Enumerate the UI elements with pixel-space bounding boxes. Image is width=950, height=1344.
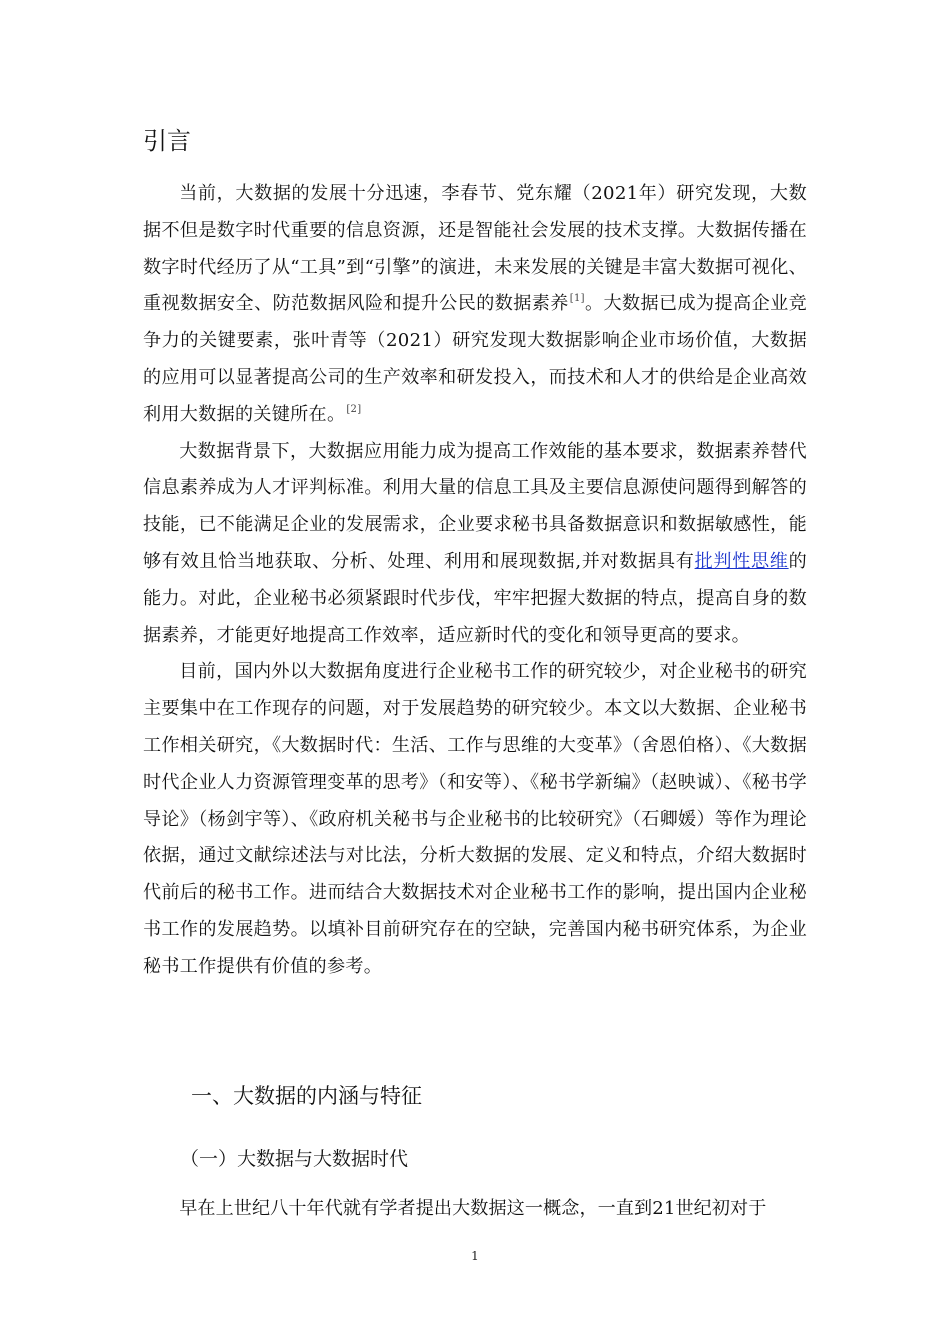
section-1-heading: 一、大数据的内涵与特征 <box>191 1084 422 1108</box>
intro-p2-text-a: 大数据背景下，大数据应用能力成为提高工作效能的基本要求，数据素养替代信息素养成为人才评判标准。利用大量的信息工具及主要信息源使问题得到解答的技能，已不能满足企业的发展需求，企业要求秘书具备数据意识和数据敏感性，能够有效且恰当地获取、分析、处理、利用和展现数据,并对数据具有 <box>143 440 807 572</box>
critical-thinking-link[interactable]: 批判性思维 <box>694 550 789 572</box>
subsection-1-paragraph-1: 早在上世纪八十年代就有学者提出大数据这一概念，一直到21世纪初对于 <box>179 1198 767 1219</box>
citation-ref-2[interactable]: [2] <box>346 403 362 415</box>
subsection-1-heading: （一）大数据与大数据时代 <box>180 1148 409 1170</box>
intro-paragraph-2 <box>143 434 807 655</box>
intro-paragraph-3: 目前，国内外以大数据角度进行企业秘书工作的研究较少，对企业秘书的研究主要集中在工作现存的问题，对于发展趋势的研究较少。本文以大数据、企业秘书工作相关研究，《大数据时代：生活、工作与思维的大变革》（舍恩伯格）、《大数据时代企业人力资源管理变革的思考》（和安等）、《秘书学新编》（赵映诚）、《秘书学导论》（杨剑宇等）、《政府机关秘书与企业秘书的比较研究》（石卿媛）等作为理论依据，通过文献综述法与对比法，分析大数据的发展、定义和特点，介绍大数据时代前后的秘书工作。进而结合大数据技术对企业秘书工作的影响，提出国内企业秘书工作的发展趋势。以填补目前研究存在的空缺，完善国内秘书研究体系，为企业秘书工作提供有价值的参考。 <box>143 661 807 977</box>
intro-paragraph-1 <box>143 176 807 434</box>
intro-title: 引言 <box>143 127 191 155</box>
intro-p2-text-b: 的能力。对此，企业秘书必须紧跟时代步伐，牢牢把握大数据的特点，提高自身的数据素养，才能更好地提高工作效率，适应新时代的变化和领导更高的要求。 <box>143 550 807 646</box>
subsection-1-body <box>143 1191 807 1228</box>
intro-p1-text-b: 。大数据已成为提高企业竞争力的关键要素，张叶青等（2021）研究发现大数据影响企业市场价值，大数据的应用可以显著提高公司的生产效率和研发投入，而技术和人才的供给是企业高效利用大数据的关键所在。 <box>143 293 807 425</box>
citation-ref-1[interactable]: [1] <box>569 293 585 305</box>
intro-p1-text-a: 当前，大数据的发展十分迅速，李春节、党东耀（2021年）研究发现，大数据不但是数字时代重要的信息资源，还是智能社会发展的技术支撑。大数据传播在数字时代经历了从“工具”到“引擎”的演进，未来发展的关键是丰富大数据可视化、重视数据安全、防范数据风险和提升公民的数据素养 <box>143 183 807 315</box>
page-number: 1 <box>471 1249 479 1263</box>
intro-body <box>143 176 807 986</box>
